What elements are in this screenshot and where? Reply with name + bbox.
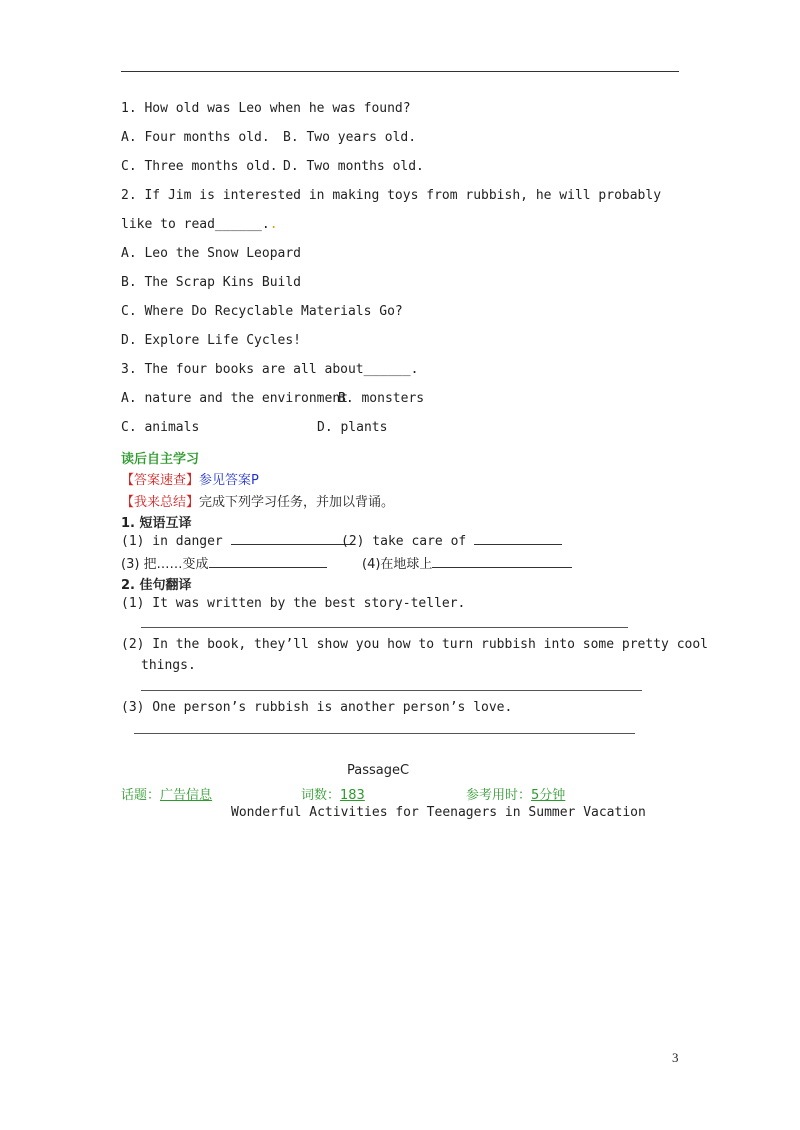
- sentence-3-answer-line[interactable]: [134, 733, 635, 734]
- time-label: 参考用时：: [466, 788, 532, 803]
- q3-option-b: B. monsters: [338, 391, 425, 406]
- passage-heading: Wonderful Activities for Teenagers in Summer Vacation: [231, 805, 646, 820]
- question-3: 3. The four books are all about______.: [121, 362, 419, 377]
- phrase-2: [341, 533, 562, 549]
- summary-tag: 【我来总结】: [121, 495, 200, 510]
- phrase-2-blank[interactable]: [474, 533, 562, 545]
- page-number: 3: [672, 1050, 679, 1065]
- answer-line: [121, 469, 259, 488]
- time-info: [466, 784, 565, 803]
- question-2-line2: [121, 217, 278, 232]
- phrase-3-text: (3) 把……变成: [121, 557, 209, 572]
- word-count-info: [301, 784, 365, 803]
- sentence-1: (1) It was written by the best story-teller.: [121, 596, 466, 611]
- q2-option-b: B. The Scrap Kins Build: [121, 275, 302, 290]
- header-rule: [121, 71, 679, 72]
- q2-option-c: C. Where Do Recyclable Materials Go?: [121, 304, 403, 319]
- phrase-4-text: (4)在地球上: [362, 557, 433, 572]
- phrase-1: [121, 533, 351, 549]
- time-value: 5分钟: [531, 788, 566, 803]
- question-1: 1. How old was Leo when he was found?: [121, 101, 411, 116]
- phrase-3: [121, 553, 327, 572]
- q3-option-d: D. plants: [317, 420, 388, 435]
- summary-text: 完成下列学习任务，并加以背诵。: [199, 495, 395, 510]
- sentence-1-answer-line[interactable]: [141, 627, 628, 628]
- marker-dot-icon: .: [269, 217, 278, 232]
- phrase-1-blank[interactable]: [231, 533, 351, 545]
- q1-option-c: C. Three months old.: [121, 159, 278, 174]
- topic-label: 话题：: [121, 788, 161, 803]
- phrase-heading: 1. 短语互译: [121, 516, 192, 531]
- q1-option-a: A. Four months old.: [121, 130, 270, 145]
- topic-value: 广告信息: [160, 788, 213, 803]
- sentence-heading: 2. 佳句翻译: [121, 578, 192, 593]
- passage-title: PassageC: [347, 763, 410, 778]
- phrase-4-blank[interactable]: [432, 556, 572, 568]
- sentence-2-line1: (2) In the book, they’ll show you how to turn rubbish into some pretty cool: [121, 637, 708, 652]
- q1-option-b: B. Two years old.: [283, 130, 417, 145]
- topic-info: [121, 784, 212, 803]
- sentence-2-line2: things.: [141, 658, 196, 673]
- answer-text: 参见答案P: [199, 473, 259, 488]
- q3-option-a: A. nature and the environment: [121, 391, 348, 406]
- answer-tag: 【答案速查】: [121, 473, 200, 488]
- sentence-2-answer-line[interactable]: [141, 690, 642, 691]
- words-value: 183: [340, 788, 365, 803]
- sentence-3: (3) One person’s rubbish is another person’s love.: [121, 700, 513, 715]
- q1-option-d: D. Two months old.: [283, 159, 424, 174]
- question-2-text: like to read______.: [121, 217, 270, 232]
- question-2-line1: 2. If Jim is interested in making toys from rubbish, he will probably: [121, 188, 662, 203]
- words-label: 词数：: [301, 788, 341, 803]
- q2-option-d: D. Explore Life Cycles!: [121, 333, 302, 348]
- phrase-3-blank[interactable]: [209, 556, 327, 568]
- phrase-2-text: (2) take care of: [341, 534, 467, 549]
- q2-option-a: A. Leo the Snow Leopard: [121, 246, 302, 261]
- phrase-4: [362, 553, 572, 572]
- q3-option-c: C. animals: [121, 420, 200, 435]
- study-heading: 读后自主学习: [121, 452, 200, 467]
- phrase-1-text: (1) in danger: [121, 534, 223, 549]
- summary-line: [121, 491, 394, 510]
